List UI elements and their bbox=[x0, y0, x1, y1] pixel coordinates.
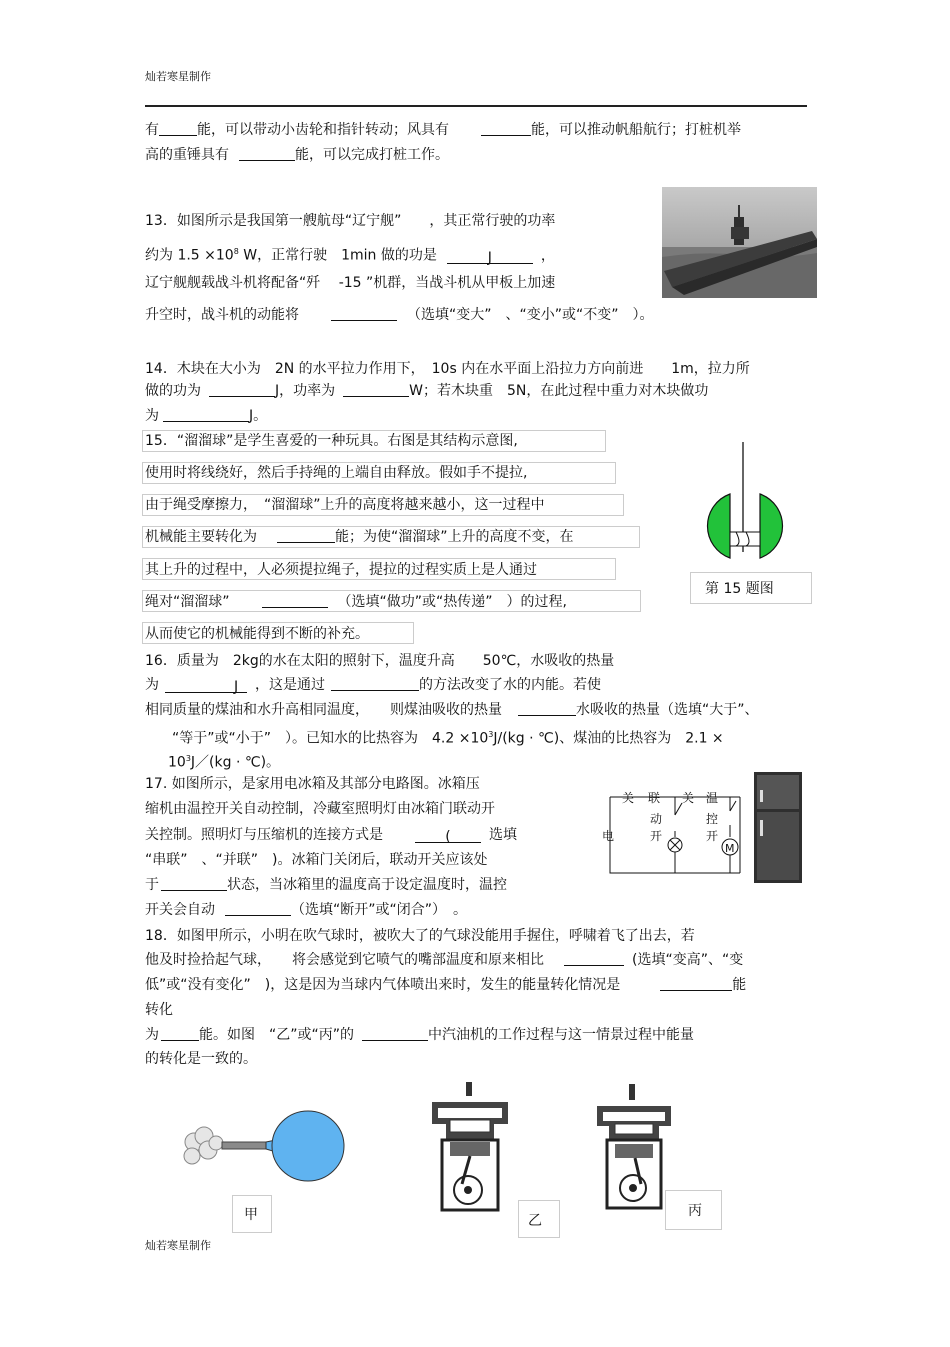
q15-line-1: 15．“溜溜球”是学生喜爱的一种玩具。右图是其结构示意图, bbox=[145, 433, 518, 449]
svg-text:关: 关 bbox=[682, 791, 695, 805]
motor-label: M bbox=[725, 842, 735, 855]
q14-line-1: 14．木块在大小为 2N 的水平拉力作用下， 10s 内在水平面上沿拉力方向前进 1m，拉力所 bbox=[145, 361, 750, 377]
q13-line-2: 约为 $1.5 \times 10^8$ W，正常行驶 1min 做的功是 J ， bbox=[145, 247, 555, 266]
q18-line-2: 他及时捡拾起气球， 将会感觉到它喷气的嘴部温度和原来相比 (选填“变高”、“变 bbox=[145, 952, 744, 968]
q15-line-7: 从而使它的机械能得到不断的补充。 bbox=[145, 626, 369, 642]
intro-line-1: 有 能，可以带动小齿轮和指针转动；风具有 能，可以推动帆船航行；打桩机举 bbox=[145, 122, 741, 138]
answer-blank[interactable]: J bbox=[165, 678, 247, 693]
answer-blank[interactable] bbox=[564, 951, 624, 966]
q16-line-1: 16．质量为 2kg的水在太阳的照射下，温度升高 50℃，水吸收的热量 bbox=[145, 653, 615, 669]
q17-line-3: 关控制。照明灯与压缩机的连接方式是 ( 选填 bbox=[145, 827, 517, 845]
footer-watermark: 灿若寒星制作 bbox=[145, 1239, 211, 1252]
answer-blank[interactable]: ( bbox=[415, 828, 481, 843]
svg-text:控: 控 bbox=[706, 812, 719, 826]
aircraft-carrier-photo bbox=[662, 187, 817, 298]
svg-text:开: 开 bbox=[706, 829, 719, 843]
intro-line-2: 高的重锤具有 能，可以完成打桩工作。 bbox=[145, 147, 449, 163]
svg-text:关: 关 bbox=[622, 791, 635, 805]
q18-line-3: 低”或“没有变化” )，这是因为当球内气体喷出来时，发生的能量转化情况是 能 bbox=[145, 977, 747, 993]
answer-blank[interactable] bbox=[161, 1026, 199, 1041]
circuit-power-label: 电 bbox=[602, 829, 615, 843]
q16-line-4: “等于”或“小于” ）。已知水的比热容为 $4.2 \times 10^3J/(kg$ · ℃)、煤油的比热容为 2.1 × bbox=[172, 730, 724, 747]
q18-line-5: 为 能。如图 “乙”或“丙”的 中汽油机的工作过程与这一情景过程中能量 bbox=[145, 1027, 695, 1043]
q13-line-1: 13．如图所示是我国第一艘航母“辽宁舰” ，其正常行驶的功率 bbox=[145, 213, 556, 229]
q16-line-3: 相同质量的煤油和水升高相同温度， 则煤油吸收的热量 水吸收的热量（选填“大于”、 bbox=[145, 702, 759, 718]
answer-blank[interactable] bbox=[161, 876, 227, 891]
q15-line-5: 其上升的过程中，人必须提拉绳子，提拉的过程实质上是人通过 bbox=[145, 562, 537, 578]
yoyo-diagram bbox=[700, 440, 788, 575]
answer-blank[interactable] bbox=[518, 701, 576, 716]
answer-blank[interactable] bbox=[239, 146, 295, 161]
q18-line-1: 18．如图甲所示，小明在吹气球时，被吹大了的气球没能用手握住，呼啸着飞了出去，若 bbox=[145, 928, 695, 944]
q15-line-4: 机械能主要转化为 能；为使“溜溜球”上升的高度不变，在 bbox=[145, 529, 574, 545]
answer-blank[interactable] bbox=[362, 1026, 428, 1041]
answer-blank[interactable] bbox=[277, 528, 335, 543]
answer-blank[interactable] bbox=[481, 121, 531, 136]
q17-line-1: 17. 如图所示，是家用电冰箱及其部分电路图。冰箱压 bbox=[145, 776, 480, 792]
answer-blank[interactable] bbox=[331, 306, 397, 321]
q17-line-5: 于 状态，当冰箱里的温度高于设定温度时，温控 bbox=[145, 877, 507, 893]
svg-text:联: 联 bbox=[648, 791, 661, 805]
q18-line-4: 转化 bbox=[145, 1002, 173, 1018]
q17-line-4: “串联” 、“并联” )。冰箱门关闭后，联动开关应该处 bbox=[145, 852, 488, 868]
header-rule bbox=[145, 105, 807, 107]
figure-bing-label: 丙 bbox=[688, 1203, 702, 1219]
answer-blank[interactable] bbox=[163, 407, 249, 422]
engine-diagram-bing bbox=[595, 1080, 675, 1215]
q17-line-6: 开关会自动 （选填“断开”或“闭合”） 。 bbox=[145, 902, 468, 918]
q15-line-2: 使用时将线绕好，然后手持绳的上端自由释放。假如手不提拉, bbox=[145, 465, 528, 481]
q14-line-3: 为 J。 bbox=[145, 408, 268, 424]
answer-blank[interactable] bbox=[262, 593, 328, 608]
header-watermark: 灿若寒星制作 bbox=[145, 70, 211, 83]
answer-blank[interactable] bbox=[225, 901, 291, 916]
answer-blank[interactable] bbox=[660, 976, 732, 991]
svg-text:动: 动 bbox=[650, 812, 663, 826]
q15-line-3: 由于绳受摩擦力， “溜溜球”上升的高度将越来越小，这一过程中 bbox=[145, 497, 545, 513]
figure-jia-label: 甲 bbox=[244, 1207, 258, 1223]
q16-line-5: $10^3J/(kg$ · ℃)。 bbox=[168, 754, 281, 771]
fridge-circuit-diagram bbox=[600, 785, 750, 880]
answer-blank[interactable] bbox=[343, 382, 409, 397]
q18-line-6: 的转化是一致的。 bbox=[145, 1051, 257, 1067]
figure-yi-label: 乙 bbox=[528, 1213, 542, 1229]
refrigerator-image bbox=[752, 770, 804, 885]
q15-line-6: 绳对“溜溜球” （选填“做功”或“热传递” ）的过程, bbox=[145, 594, 567, 610]
answer-blank[interactable] bbox=[209, 382, 275, 397]
q17-line-2: 缩机由温控开关自动控制，冷藏室照明灯由冰箱门联动开 bbox=[145, 801, 495, 817]
svg-text:开: 开 bbox=[650, 829, 663, 843]
answer-blank[interactable] bbox=[331, 676, 419, 691]
q16-line-2: 为 J ，这是通过 的方法改变了水的内能。若使 bbox=[145, 677, 601, 695]
answer-blank[interactable] bbox=[159, 121, 197, 136]
engine-diagram-yi bbox=[428, 1080, 513, 1220]
answer-blank[interactable]: J bbox=[447, 249, 533, 264]
figure-15-caption: 第 15 题图 bbox=[705, 581, 774, 597]
svg-text:温: 温 bbox=[706, 791, 719, 805]
q13-line-4: 升空时，战斗机的动能将 （选填“变大” 、“变小”或“不变” ）。 bbox=[145, 307, 654, 323]
balloon-diagram bbox=[178, 1110, 353, 1190]
q13-line-3: 辽宁舰舰载战斗机将配备“歼 -15 ”机群，当战斗机从甲板上加速 bbox=[145, 275, 556, 291]
q14-line-2: 做的功为 J，功率为 W；若木块重 5N，在此过程中重力对木块做功 bbox=[145, 383, 709, 399]
